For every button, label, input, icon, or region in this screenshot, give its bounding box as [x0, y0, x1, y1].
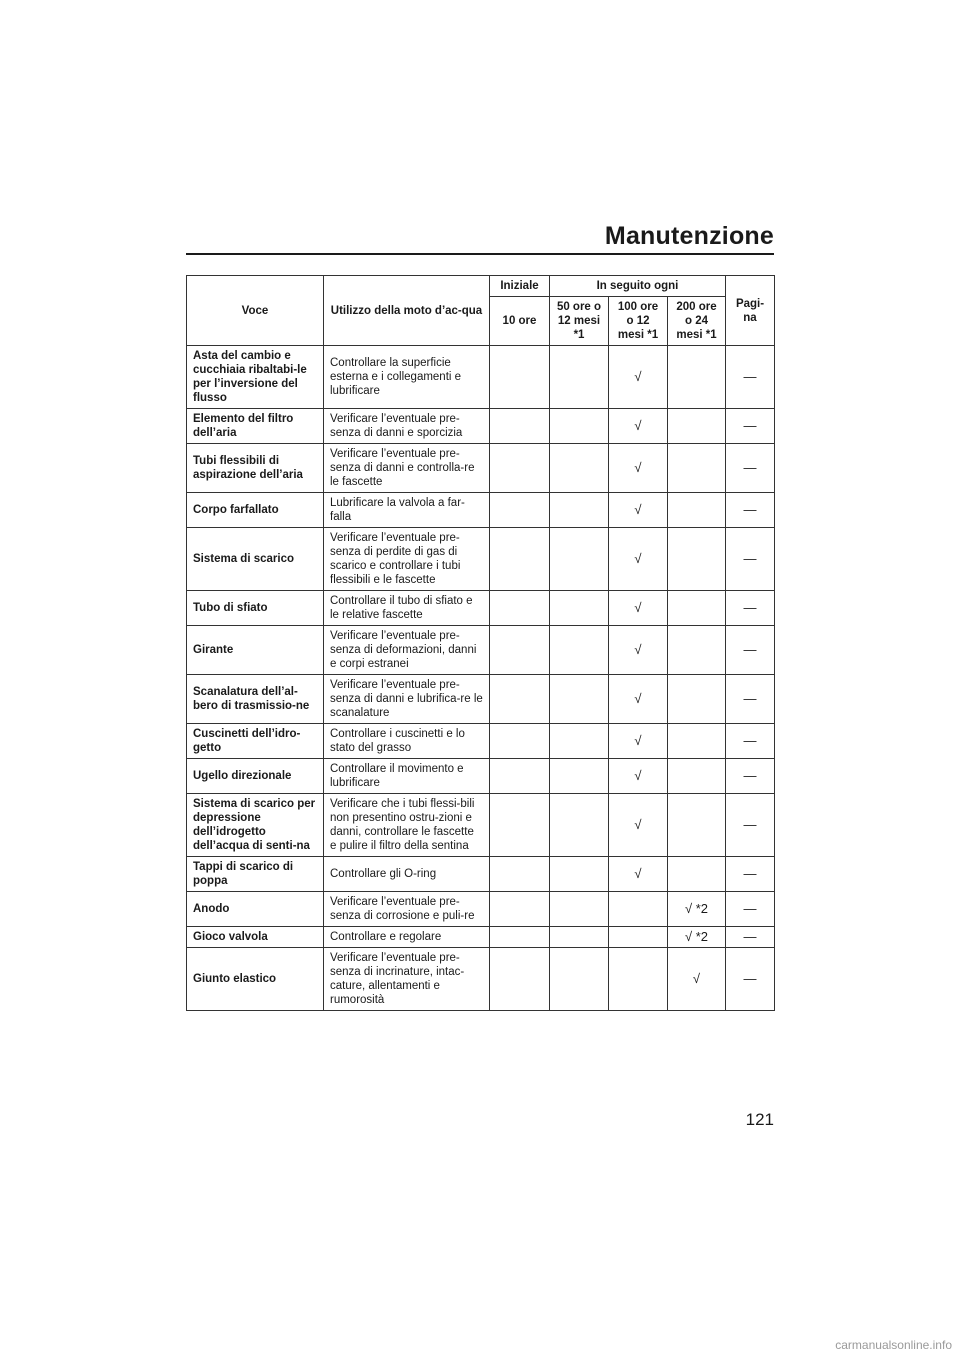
pagina-cell: —: [726, 346, 775, 409]
check-100-cell: √: [609, 675, 668, 724]
table-row: [187, 857, 775, 892]
pagina-cell: —: [726, 444, 775, 493]
voce-cell: Gioco valvola: [187, 927, 324, 948]
check-100-cell: √: [609, 346, 668, 409]
azione-cell: Controllare il tubo di sfiato e le relative fascette: [324, 591, 490, 626]
check-10-cell: [490, 528, 550, 591]
voce-cell: Ugello direzionale: [187, 759, 324, 794]
pagina-cell: —: [726, 724, 775, 759]
check-200-cell: [668, 346, 726, 409]
check-50-cell: [550, 493, 609, 528]
check-200-cell: [668, 857, 726, 892]
check-10-cell: [490, 948, 550, 1011]
check-100-cell: √: [609, 591, 668, 626]
voce-cell: Cuscinetti dell’idro-getto: [187, 724, 324, 759]
azione-cell: Verificare l’eventuale pre-senza di perdite di gas di scarico e controllare i tubi flessibili e le fascette: [324, 528, 490, 591]
table-row: [187, 892, 775, 927]
check-10-cell: [490, 927, 550, 948]
check-50-cell: [550, 409, 609, 444]
check-50-cell: [550, 927, 609, 948]
table-row: [187, 626, 775, 675]
table-row: [187, 409, 775, 444]
pagina-cell: —: [726, 591, 775, 626]
maintenance-table: [186, 275, 775, 1011]
page-title: Manutenzione: [604, 222, 774, 250]
table-row: [187, 591, 775, 626]
check-10-cell: [490, 591, 550, 626]
check-50-cell: [550, 857, 609, 892]
voce-cell: Tappi di scarico di poppa: [187, 857, 324, 892]
check-10-cell: [490, 724, 550, 759]
check-10-cell: [490, 892, 550, 927]
azione-cell: Verificare l’eventuale pre-senza di incrinature, intac-cature, allentamenti e rumorosità: [324, 948, 490, 1011]
azione-cell: Lubrificare la valvola a far-falla: [324, 493, 490, 528]
voce-cell: Tubo di sfiato: [187, 591, 324, 626]
azione-cell: Verificare l’eventuale pre-senza di danni e sporcizia: [324, 409, 490, 444]
check-100-cell: [609, 927, 668, 948]
check-50-cell: [550, 528, 609, 591]
voce-cell: Anodo: [187, 892, 324, 927]
check-200-cell: [668, 409, 726, 444]
check-10-cell: [490, 857, 550, 892]
check-200-cell: [668, 626, 726, 675]
voce-cell: Sistema di scarico: [187, 528, 324, 591]
check-200-cell: [668, 759, 726, 794]
pagina-cell: —: [726, 409, 775, 444]
azione-cell: Verificare che i tubi flessi-bili non presentino ostru-zioni e danni, controllare le fascette e pulire il filtro della sentina: [324, 794, 490, 857]
title-rule: [186, 253, 774, 255]
check-100-cell: √: [609, 857, 668, 892]
check-50-cell: [550, 724, 609, 759]
check-200-cell: [668, 444, 726, 493]
check-50-cell: [550, 346, 609, 409]
check-50-cell: [550, 591, 609, 626]
check-50-cell: [550, 626, 609, 675]
check-10-cell: [490, 759, 550, 794]
check-200-cell: √ *2: [668, 892, 726, 927]
header-voce: Voce: [187, 276, 324, 346]
header-pagina: Pagi-na: [726, 276, 775, 346]
check-50-cell: [550, 892, 609, 927]
check-10-cell: [490, 675, 550, 724]
azione-cell: Controllare la superficie esterna e i collegamenti e lubrificare: [324, 346, 490, 409]
pagina-cell: —: [726, 675, 775, 724]
azione-cell: Controllare e regolare: [324, 927, 490, 948]
voce-cell: Sistema di scarico per depressione dell’idrogetto dell’acqua di senti-na: [187, 794, 324, 857]
table-row: [187, 346, 775, 409]
check-200-cell: √ *2: [668, 927, 726, 948]
check-50-cell: [550, 444, 609, 493]
check-10-cell: [490, 444, 550, 493]
check-100-cell: √: [609, 626, 668, 675]
header-iniziale: Iniziale: [490, 276, 550, 297]
header-200-ore: 200 ore o 24 mesi *1: [668, 297, 726, 346]
pagina-cell: —: [726, 794, 775, 857]
check-100-cell: [609, 948, 668, 1011]
azione-cell: Verificare l’eventuale pre-senza di danni e lubrifica-re le scanalature: [324, 675, 490, 724]
table-row: [187, 794, 775, 857]
voce-cell: Tubi flessibili di aspirazione dell’aria: [187, 444, 324, 493]
pagina-cell: —: [726, 759, 775, 794]
check-100-cell: √: [609, 794, 668, 857]
check-50-cell: [550, 794, 609, 857]
check-10-cell: [490, 794, 550, 857]
pagina-cell: —: [726, 493, 775, 528]
azione-cell: Verificare l’eventuale pre-senza di deformazioni, danni e corpi estranei: [324, 626, 490, 675]
check-100-cell: √: [609, 444, 668, 493]
check-100-cell: [609, 892, 668, 927]
table-row: [187, 493, 775, 528]
azione-cell: Verificare l’eventuale pre-senza di corrosione e puli-re: [324, 892, 490, 927]
check-200-cell: [668, 591, 726, 626]
check-100-cell: √: [609, 759, 668, 794]
check-50-cell: [550, 948, 609, 1011]
pagina-cell: —: [726, 927, 775, 948]
voce-cell: Elemento del filtro dell’aria: [187, 409, 324, 444]
check-10-cell: [490, 626, 550, 675]
voce-cell: Giunto elastico: [187, 948, 324, 1011]
check-200-cell: [668, 493, 726, 528]
pagina-cell: —: [726, 857, 775, 892]
watermark-text: carmanualsonline.info: [835, 1338, 952, 1352]
check-200-cell: [668, 528, 726, 591]
azione-cell: Controllare gli O-ring: [324, 857, 490, 892]
header-utilizzo: Utilizzo della moto d’ac-qua: [324, 276, 490, 346]
voce-cell: Scanalatura dell’al-bero di trasmissio-ne: [187, 675, 324, 724]
azione-cell: Verificare l’eventuale pre-senza di danni e controlla-re le fascette: [324, 444, 490, 493]
azione-cell: Controllare il movimento e lubrificare: [324, 759, 490, 794]
table-row: [187, 927, 775, 948]
check-200-cell: [668, 675, 726, 724]
check-200-cell: √: [668, 948, 726, 1011]
check-50-cell: [550, 675, 609, 724]
table-row: [187, 444, 775, 493]
header-50-ore: 50 ore o 12 mesi *1: [550, 297, 609, 346]
voce-cell: Corpo farfallato: [187, 493, 324, 528]
voce-cell: Asta del cambio e cucchiaia ribaltabi-le per l’inversione del flusso: [187, 346, 324, 409]
header-in-seguito: In seguito ogni: [550, 276, 726, 297]
table-row: [187, 528, 775, 591]
table-row: [187, 724, 775, 759]
check-100-cell: √: [609, 493, 668, 528]
header-100-ore: 100 ore o 12 mesi *1: [609, 297, 668, 346]
table-row: [187, 948, 775, 1011]
check-100-cell: √: [609, 724, 668, 759]
check-10-cell: [490, 409, 550, 444]
check-100-cell: √: [609, 528, 668, 591]
pagina-cell: —: [726, 528, 775, 591]
header-10-ore: 10 ore: [490, 297, 550, 346]
page-number: 121: [745, 1110, 774, 1129]
pagina-cell: —: [726, 626, 775, 675]
check-100-cell: √: [609, 409, 668, 444]
check-10-cell: [490, 493, 550, 528]
table-row: [187, 675, 775, 724]
table-row: [187, 759, 775, 794]
check-200-cell: [668, 794, 726, 857]
check-50-cell: [550, 759, 609, 794]
pagina-cell: —: [726, 892, 775, 927]
voce-cell: Girante: [187, 626, 324, 675]
pagina-cell: —: [726, 948, 775, 1011]
check-10-cell: [490, 346, 550, 409]
azione-cell: Controllare i cuscinetti e lo stato del grasso: [324, 724, 490, 759]
check-200-cell: [668, 724, 726, 759]
